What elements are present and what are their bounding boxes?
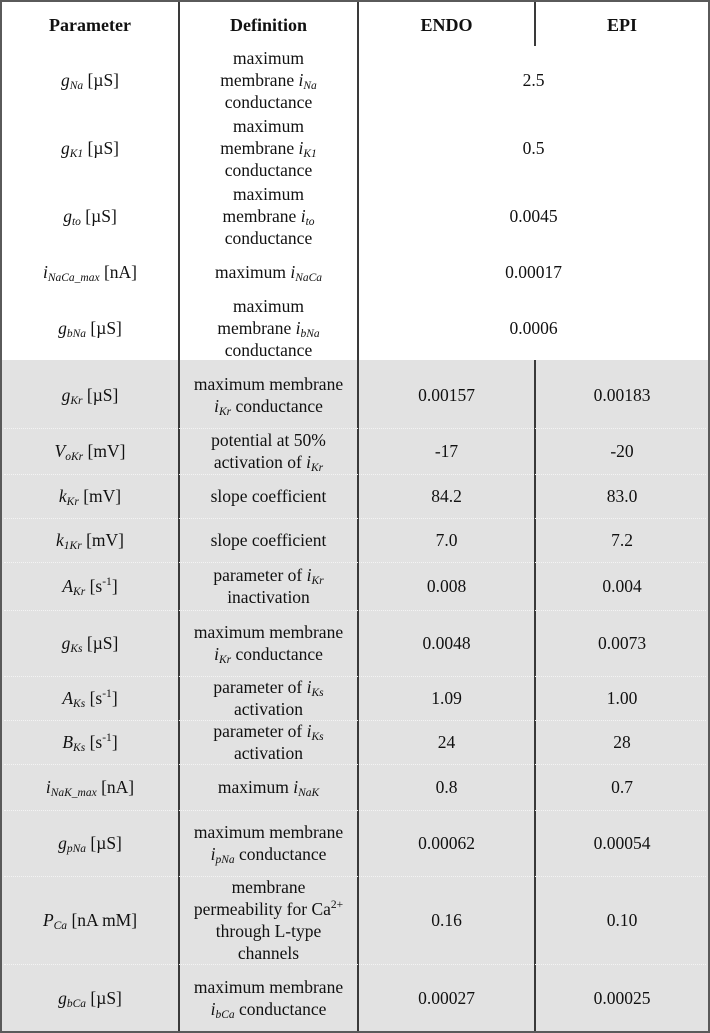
row-separator [4, 964, 706, 965]
parameter-unit: [µS] [83, 138, 120, 158]
definition-text: maximum membrane $i_{bNa}$ conductance [217, 296, 320, 360]
symbol-base: i [42, 262, 48, 282]
row-separator [4, 764, 706, 765]
endo-value-cell [359, 764, 534, 810]
row-separator [4, 676, 706, 677]
parameter-cell [2, 474, 178, 518]
epi-value-cell [536, 428, 708, 474]
parameter-cell [2, 810, 178, 876]
definition-text: maximum membrane $i_{Na}$ conductance [220, 48, 317, 112]
symbol-base: A [62, 576, 74, 596]
definition-cell [180, 964, 357, 1032]
epi-value: 83.0 [606, 486, 638, 506]
definition-text: maximum membrane $i_{pNa}$ conductance [193, 822, 344, 866]
epi-value-cell [536, 610, 708, 676]
symbol-base: B [62, 732, 74, 752]
header-parameter: Parameter [49, 15, 131, 35]
parameter-symbol [59, 485, 121, 507]
symbol-subscript: K1 [69, 148, 84, 160]
header-epi: EPI [606, 15, 637, 35]
definition-cell [180, 474, 357, 518]
parameter-cell [2, 428, 178, 474]
epi-value: 0.00183 [593, 385, 651, 405]
endo-value: 0.008 [426, 576, 467, 596]
endo-value-cell [359, 810, 534, 876]
epi-value: 0.0073 [597, 633, 647, 653]
definition-cell [180, 362, 357, 428]
parameter-symbol [62, 384, 119, 406]
definition-cell [180, 296, 357, 360]
parameter-cell [2, 562, 178, 610]
epi-value: 28 [613, 732, 631, 752]
symbol-base: g [61, 385, 71, 405]
definition-cell [180, 182, 357, 250]
parameter-symbol [43, 261, 137, 283]
symbol-base: g [60, 138, 70, 158]
definition-text: maximum $i_{NaK}$ [217, 777, 320, 799]
symbol-base: V [54, 441, 66, 461]
definition-cell [180, 810, 357, 876]
shared-value: 0.5 [522, 138, 545, 158]
parameter-symbol [62, 687, 117, 709]
parameter-symbol [62, 731, 117, 753]
parameter-symbol [62, 575, 117, 597]
epi-value-cell [536, 474, 708, 518]
parameter-unit: [mV] [83, 441, 126, 461]
epi-value-cell [536, 676, 708, 720]
epi-value-cell [536, 562, 708, 610]
endo-value-cell [359, 518, 534, 562]
epi-value: 0.7 [611, 777, 633, 797]
endo-value-cell [359, 562, 534, 610]
parameter-unit: $[s^{-1}]$ [85, 732, 118, 752]
parameter-unit: [µS] [82, 633, 119, 653]
endo-value: 0.00062 [418, 833, 475, 853]
parameter-unit: [nA mM] [67, 910, 138, 930]
parameter-cell [2, 964, 178, 1032]
definition-cell [180, 876, 357, 964]
symbol-subscript: NaK_max [50, 787, 97, 799]
row-separator [4, 720, 706, 721]
shared-value: 2.5 [522, 70, 545, 90]
symbol-base: i [45, 777, 51, 797]
endo-value: 84.2 [431, 486, 462, 506]
endo-value: -17 [434, 441, 459, 461]
definition-text: maximum membrane $i_{bCa}$ conductance [193, 977, 344, 1021]
parameter-cell [2, 248, 178, 296]
symbol-subscript: NaCa_max [47, 272, 100, 284]
endo-value-cell [359, 964, 534, 1032]
endo-value: 1.09 [431, 688, 462, 708]
definition-text: slope coefficient [210, 486, 327, 506]
symbol-base: k [58, 486, 67, 506]
endo-value: 0.16 [431, 910, 462, 930]
epi-value-cell [536, 876, 708, 964]
parameter-unit: [µS] [80, 206, 117, 226]
symbol-subscript: pNa [66, 843, 87, 855]
symbol-subscript: to [71, 216, 81, 228]
endo-value-cell [359, 720, 534, 764]
definition-text: parameter of $i_{Kr}$ inactivation [213, 565, 324, 607]
parameter-symbol [61, 137, 119, 159]
epi-value-cell [536, 764, 708, 810]
symbol-subscript: Ca [53, 920, 68, 932]
symbol-base: g [63, 206, 72, 226]
endo-value-cell [359, 428, 534, 474]
shared-value: 0.0006 [509, 318, 558, 338]
definition-cell [180, 562, 357, 610]
symbol-base: A [62, 688, 74, 708]
symbol-subscript: bCa [66, 998, 87, 1010]
endo-value-cell [359, 474, 534, 518]
endo-value: 0.00027 [418, 988, 475, 1008]
symbol-subscript: Ks [70, 643, 83, 655]
epi-value-cell [536, 362, 708, 428]
parameter-cell [2, 610, 178, 676]
endo-value: 24 [437, 732, 456, 752]
parameter-unit: [µS] [83, 70, 120, 90]
header-endo: ENDO [420, 15, 473, 35]
row-separator [4, 518, 706, 519]
definition-text: potential at 50% activation of $i_{Kr}$ [211, 430, 326, 474]
symbol-subscript: Kr [73, 586, 86, 598]
definition-cell [180, 764, 357, 810]
shared-value-cell [359, 114, 708, 182]
endo-value: 0.8 [435, 777, 458, 797]
definition-text: maximum membrane $i_{to}$ conductance [222, 184, 315, 248]
row-separator [4, 610, 706, 611]
definition-cell [180, 518, 357, 562]
definition-cell [180, 610, 357, 676]
endo-value: 0.0048 [422, 633, 471, 653]
parameter-cell [2, 518, 178, 562]
row-separator [4, 428, 706, 429]
endo-value-cell [359, 876, 534, 964]
symbol-subscript: bNa [66, 328, 87, 340]
endo-value-cell [359, 362, 534, 428]
parameter-unit: [mV] [78, 486, 122, 506]
definition-text: parameter of $i_{Ks}$ activation [213, 677, 324, 719]
shared-value: 0.00017 [505, 262, 562, 282]
epi-value: 7.2 [611, 530, 633, 550]
parameter-unit: [µS] [82, 385, 119, 405]
parameter-symbol [58, 987, 122, 1009]
row-separator [4, 562, 706, 563]
epi-value: 0.004 [602, 576, 642, 596]
definition-cell [180, 114, 357, 182]
parameter-unit: $[s^{-1}]$ [85, 688, 118, 708]
parameter-unit: [µS] [86, 833, 122, 853]
parameter-cell [2, 46, 178, 114]
parameter-unit: [mV] [81, 530, 124, 550]
parameter-symbol [43, 909, 137, 931]
parameter-symbol [58, 832, 122, 854]
definition-cell [180, 46, 357, 114]
definition-cell [180, 248, 357, 296]
definition-cell [180, 676, 357, 720]
parameter-cell [2, 362, 178, 428]
parameter-unit: $[s^{-1}]$ [85, 576, 118, 596]
epi-value-cell [536, 964, 708, 1032]
symbol-subscript: Na [69, 80, 84, 92]
symbol-subscript: 1Kr [63, 540, 82, 552]
parameter-symbol [62, 632, 119, 654]
definition-cell [180, 720, 357, 764]
definition-text: maximum $i_{NaCa}$ [214, 262, 323, 284]
symbol-subscript: Kr [70, 395, 83, 407]
shared-value-cell [359, 248, 708, 296]
parameter-unit: [nA] [96, 777, 135, 797]
parameter-cell [2, 676, 178, 720]
epi-value: 0.00054 [593, 833, 651, 853]
symbol-base: g [58, 833, 67, 853]
epi-value: 1.00 [606, 688, 638, 708]
parameter-unit: [nA] [99, 262, 138, 282]
parameter-cell [2, 764, 178, 810]
parameter-cell [2, 114, 178, 182]
endo-value: 7.0 [435, 530, 458, 550]
symbol-base: g [58, 318, 67, 338]
parameter-unit: [µS] [86, 318, 122, 338]
symbol-base: k [56, 530, 64, 550]
parameter-cell [2, 720, 178, 764]
symbol-base: g [61, 633, 71, 653]
endo-value-cell [359, 676, 534, 720]
definition-text: parameter of $i_{Ks}$ activation [213, 721, 324, 763]
definition-text: membrane permeability for $Ca^{2+}$ through L-type channels [193, 877, 344, 963]
definition-cell [180, 428, 357, 474]
epi-value: -20 [610, 441, 634, 461]
definition-text: maximum membrane $i_{K1}$ conductance [220, 116, 317, 180]
shared-value-cell [359, 46, 708, 114]
symbol-base: g [58, 988, 67, 1008]
epi-value: 0.00025 [593, 988, 651, 1008]
endo-value: 0.00157 [418, 385, 475, 405]
endo-value-cell [359, 610, 534, 676]
symbol-base: g [60, 70, 70, 90]
epi-value-cell [536, 720, 708, 764]
epi-value: 0.10 [606, 910, 638, 930]
definition-text: slope coefficient [210, 530, 327, 550]
shared-value-cell [359, 182, 708, 250]
epi-value-cell [536, 518, 708, 562]
row-separator [4, 810, 706, 811]
parameter-symbol [46, 776, 134, 798]
parameter-symbol [58, 317, 122, 339]
parameter-symbol [61, 69, 119, 91]
row-separator [4, 474, 706, 475]
symbol-base: P [42, 910, 54, 930]
parameter-cell [2, 876, 178, 964]
shared-value: 0.0045 [509, 206, 558, 226]
definition-text: maximum membrane $i_{Kr}$ conductance [193, 374, 344, 418]
row-separator [4, 876, 706, 877]
parameter-cell [2, 182, 178, 250]
parameter-unit: [µS] [86, 988, 122, 1008]
parameter-symbol [56, 529, 124, 551]
definition-text: maximum membrane $i_{Kr}$ conductance [193, 622, 344, 666]
parameter-symbol [55, 440, 126, 462]
header-definition: Definition [229, 15, 307, 35]
parameter-cell [2, 296, 178, 360]
symbol-subscript: Kr [66, 496, 79, 508]
shared-value-cell [359, 296, 708, 360]
symbol-subscript: Ks [73, 742, 86, 754]
symbol-subscript: oKr [65, 451, 84, 463]
parameter-symbol [63, 205, 117, 227]
epi-value-cell [536, 810, 708, 876]
symbol-subscript: Ks [73, 698, 86, 710]
